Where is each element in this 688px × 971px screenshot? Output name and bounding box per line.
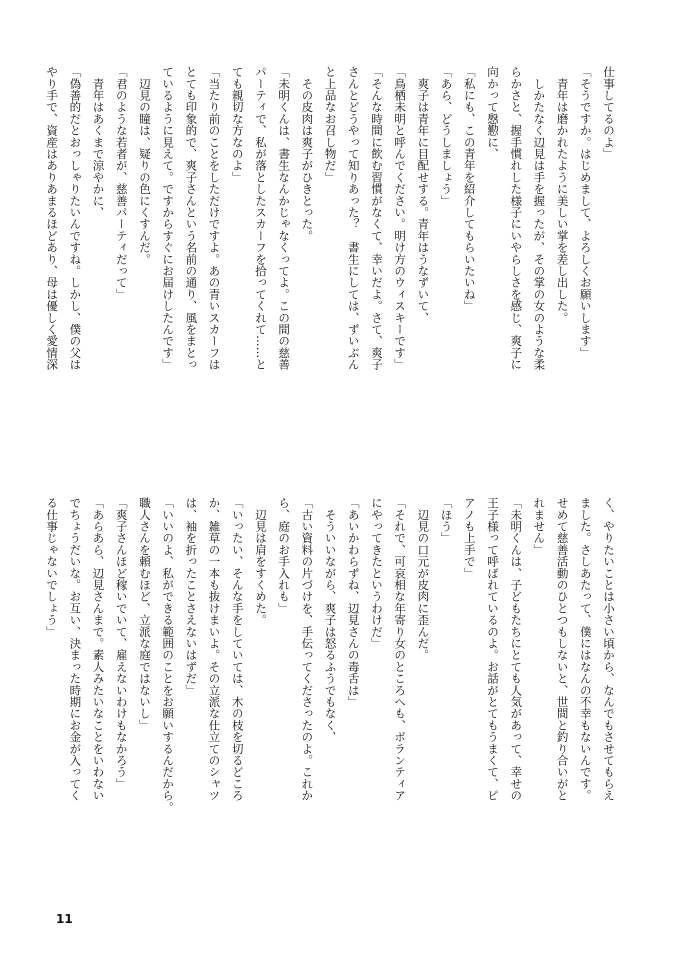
- text-line: 「古い資料の片づけを、手伝ってくださったのよ。これか: [300, 497, 315, 802]
- text-line: 「そんな時間に飲む習慣がなくて、幸いだよ。さて、爽子: [369, 66, 384, 371]
- text-line: さんとどうやって知りあった？ 書生にしては、ずいぶん: [346, 66, 361, 371]
- text-line: とても印象的で、爽子さんという名前の通り、風をまとっ: [184, 66, 199, 371]
- text-line: 青年はあくまで涼やかに、: [91, 66, 106, 219]
- text-line: 「いったい、そんな手をしていては、木の枝を切るどころ: [230, 497, 245, 802]
- text-line: 「あいかわらずね、辺見さんの毒舌は」: [346, 497, 361, 708]
- text-line: 辺見の瞳は、疑りの色にくすんだ。: [137, 66, 152, 265]
- page-number: 11: [56, 912, 73, 926]
- text-line: ているように見えて。ですからすぐにお届けしたんです」: [161, 66, 176, 371]
- text-line: ました。さしあたって、僕にはなんの不幸もないんです。: [578, 497, 593, 802]
- text-line: ても親切な方なのよ」: [230, 66, 245, 183]
- text-line: 「ほう」: [439, 497, 454, 544]
- text-line: にやってきたというわけだ」: [369, 497, 384, 650]
- text-line: 「私にも、この青年を紹介してもらいたいね」: [462, 66, 477, 312]
- text-line: 「そうですか。はじめまして、よろしくお願いします」: [578, 66, 593, 359]
- text-line: 「未明くんは、子どもたちにとても人気があって、幸せの: [509, 497, 524, 802]
- text-line: 「当たり前のことをしただけですよ。あの青いスカーフは: [207, 66, 222, 371]
- text-line: 仕事してるのよ」: [602, 66, 616, 160]
- text-line: れません」: [532, 497, 547, 556]
- text-line: でちょうだいな。お互い、決まった時期にお金が入ってく: [68, 497, 83, 802]
- text-line: る仕事じゃないでしょう」: [45, 497, 60, 638]
- text-line: 「それで、可哀相な年寄り女のところへも、ボランティア: [393, 497, 408, 802]
- text-line: 青年は磨かれたように美しい掌を差し出した。: [555, 66, 570, 324]
- text-line: らかさと、握手慣れした様子にいやらしさを感じ、爽子に: [509, 66, 524, 371]
- text-line: アノも上手で」: [462, 497, 477, 579]
- text-line: 職人さんを頼むほど、立派な庭ではないし」: [137, 497, 152, 731]
- text-line: は、袖を折ったことさえないはずだ」: [184, 497, 199, 696]
- text-line: 辺見は肩をすくめた。: [253, 497, 268, 626]
- text-line: と上品なお召し物だ」: [323, 66, 338, 183]
- text-line: 向かって慇懃に、: [485, 66, 500, 160]
- text-line: 辺見の口元が皮肉に歪んだ。: [416, 497, 431, 661]
- text-line: く、やりたいことは小さい頃から、なんでもさせてもらえ: [602, 497, 616, 802]
- text-line: せめて慈善活動のひとつもしないと、世間と釣り合いがと: [555, 497, 570, 802]
- text-line: しかたなく辺見は手を握ったが、その掌の女のような柔: [532, 66, 547, 371]
- text-line: 「鳥栖未明と呼んでください。明け方のウィスキーです」: [393, 66, 408, 371]
- text-line: 王子様って呼ばれているのよ。お話がとてもうまくて、ピ: [485, 497, 500, 802]
- text-line: 「君のような若者が、慈善パーティだって」: [114, 66, 129, 300]
- text-line: 「あらあら、辺見さんまで。素人みたいなことをいわない: [91, 497, 106, 802]
- text-line: 「爽子さんほど稼いでいて、雇えないわけもなかろう」: [114, 497, 129, 790]
- bottom-text-block: [45, 497, 620, 892]
- text-line: ら、庭のお手入れも」: [277, 497, 292, 614]
- text-line: やり手で、資産はありあまるほどあり、母は優しく愛情深: [45, 66, 60, 371]
- text-line: 「偽善的だとおっしゃりたいんですね。しかし、僕の父は: [68, 66, 83, 371]
- text-line: 「あら、どうしましょう」: [439, 66, 454, 207]
- top-text-block: [45, 66, 620, 466]
- text-line: その皮肉は爽子がひきとった。: [300, 66, 315, 242]
- text-line: か、雑草の一本も抜けまいよ。その立派な仕立てのシャツ: [207, 497, 222, 802]
- text-line: 爽子は青年に目配せする。青年はうなずいて、: [416, 66, 431, 324]
- text-line: 「いいのよ、私ができる範囲のことをお願いするんだから。: [161, 497, 176, 813]
- text-line: そういいながら、爽子は怒るふうでもなく、: [323, 497, 338, 743]
- text-line: パーティで、私が落としたスカーフを拾ってくれて……と: [253, 66, 268, 371]
- text-line: 「未明くんは、書生なんかじゃなくってよ。この間の慈善: [277, 66, 292, 371]
